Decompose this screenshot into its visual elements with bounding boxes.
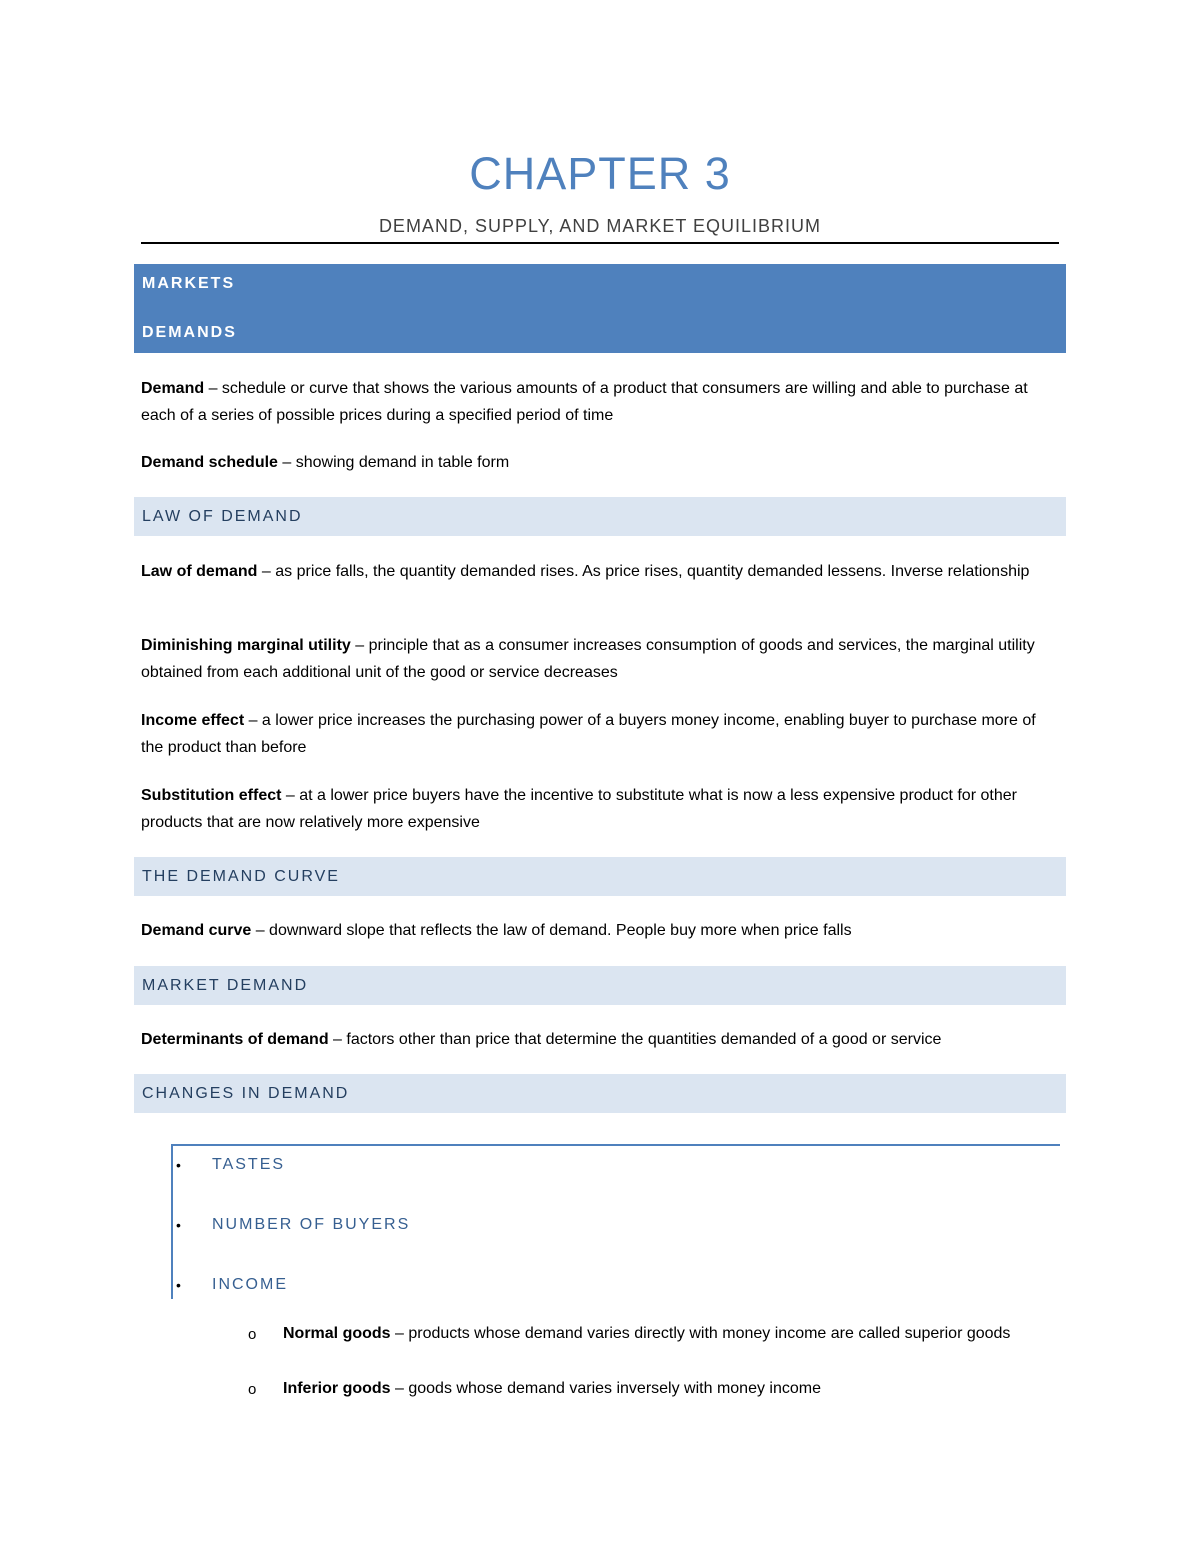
sub-bullet-marker: o xyxy=(248,1381,257,1398)
definition-income-effect xyxy=(141,707,1061,761)
term-diminishing-marginal-utility: Diminishing marginal utility xyxy=(141,637,351,654)
list-item-income: INCOME xyxy=(212,1276,288,1293)
heading-markets: MARKETS xyxy=(142,275,236,292)
page-subtitle: DEMAND, SUPPLY, AND MARKET EQUILIBRIUM xyxy=(378,216,822,236)
text-demand: – schedule or curve that shows the various amounts of a product that consumers are willing and able to purchase at each of a series of possible prices during a specified period of time xyxy=(141,380,1028,424)
definition-determinants-of-demand xyxy=(141,1026,1061,1053)
title-rule xyxy=(141,242,1059,244)
list-item-tastes: TASTES xyxy=(212,1156,286,1173)
bullet-marker: • xyxy=(176,1277,181,1293)
text-law-of-demand: – as price falls, the quantity demanded rises. As price rises, quantity demanded lessens. Inverse relationship xyxy=(257,563,1030,580)
heading-market-demand: MARKET DEMAND xyxy=(142,977,309,994)
term-inferior-goods: Inferior goods xyxy=(283,1380,391,1397)
heading-changes-in-demand: CHANGES IN DEMAND xyxy=(142,1085,350,1102)
bullet-marker: • xyxy=(176,1157,181,1173)
text-diminishing-marginal-utility: – principle that as a consumer increases consumption of goods and services, the marginal utility obtained from each additional unit of the good or service decreases xyxy=(141,637,1035,681)
definition-demand-curve xyxy=(141,917,1061,944)
sub-item-inferior-goods xyxy=(283,1375,1058,1402)
text-normal-goods: – products whose demand varies directly with money income are called superior goods xyxy=(390,1325,1011,1342)
term-determinants-of-demand: Determinants of demand xyxy=(141,1031,329,1048)
term-normal-goods: Normal goods xyxy=(283,1325,391,1342)
term-demand-schedule: Demand schedule xyxy=(141,454,278,471)
definition-diminishing-marginal-utility xyxy=(141,632,1061,686)
term-law-of-demand: Law of demand xyxy=(141,563,258,580)
list-item-number-of-buyers: NUMBER OF BUYERS xyxy=(212,1216,411,1233)
text-demand-curve: – downward slope that reflects the law of demand. People buy more when price falls xyxy=(251,922,852,939)
definition-substitution-effect xyxy=(141,782,1061,836)
text-demand-schedule: – showing demand in table form xyxy=(277,454,510,471)
term-income-effect: Income effect xyxy=(141,712,245,729)
heading-demands: DEMANDS xyxy=(142,324,237,341)
term-substitution-effect: Substitution effect xyxy=(141,787,282,804)
text-determinants-of-demand: – factors other than price that determine the quantities demanded of a good or service xyxy=(328,1031,942,1048)
heading-band-markets xyxy=(134,264,1066,353)
heading-law-of-demand: LAW OF DEMAND xyxy=(142,508,303,525)
term-demand: Demand xyxy=(141,380,205,397)
text-income-effect: – a lower price increases the purchasing power of a buyers money income, enabling buyer to purchase more of the product than before xyxy=(141,712,1036,756)
text-substitution-effect: – at a lower price buyers have the incentive to substitute what is now a less expensive product for other products that are now relatively more expensive xyxy=(141,787,1017,831)
sub-bullet-marker: o xyxy=(248,1326,257,1343)
term-demand-curve: Demand curve xyxy=(141,922,252,939)
text-inferior-goods: – goods whose demand varies inversely with money income xyxy=(390,1380,821,1397)
bullet-marker: • xyxy=(176,1217,181,1233)
heading-demand-curve: THE DEMAND CURVE xyxy=(142,868,340,885)
sub-item-normal-goods xyxy=(283,1320,1058,1347)
definition-demand-schedule xyxy=(141,449,1061,476)
page-title: CHAPTER 3 xyxy=(469,148,731,199)
definition-demand xyxy=(141,375,1061,429)
definition-law-of-demand xyxy=(141,558,1061,585)
